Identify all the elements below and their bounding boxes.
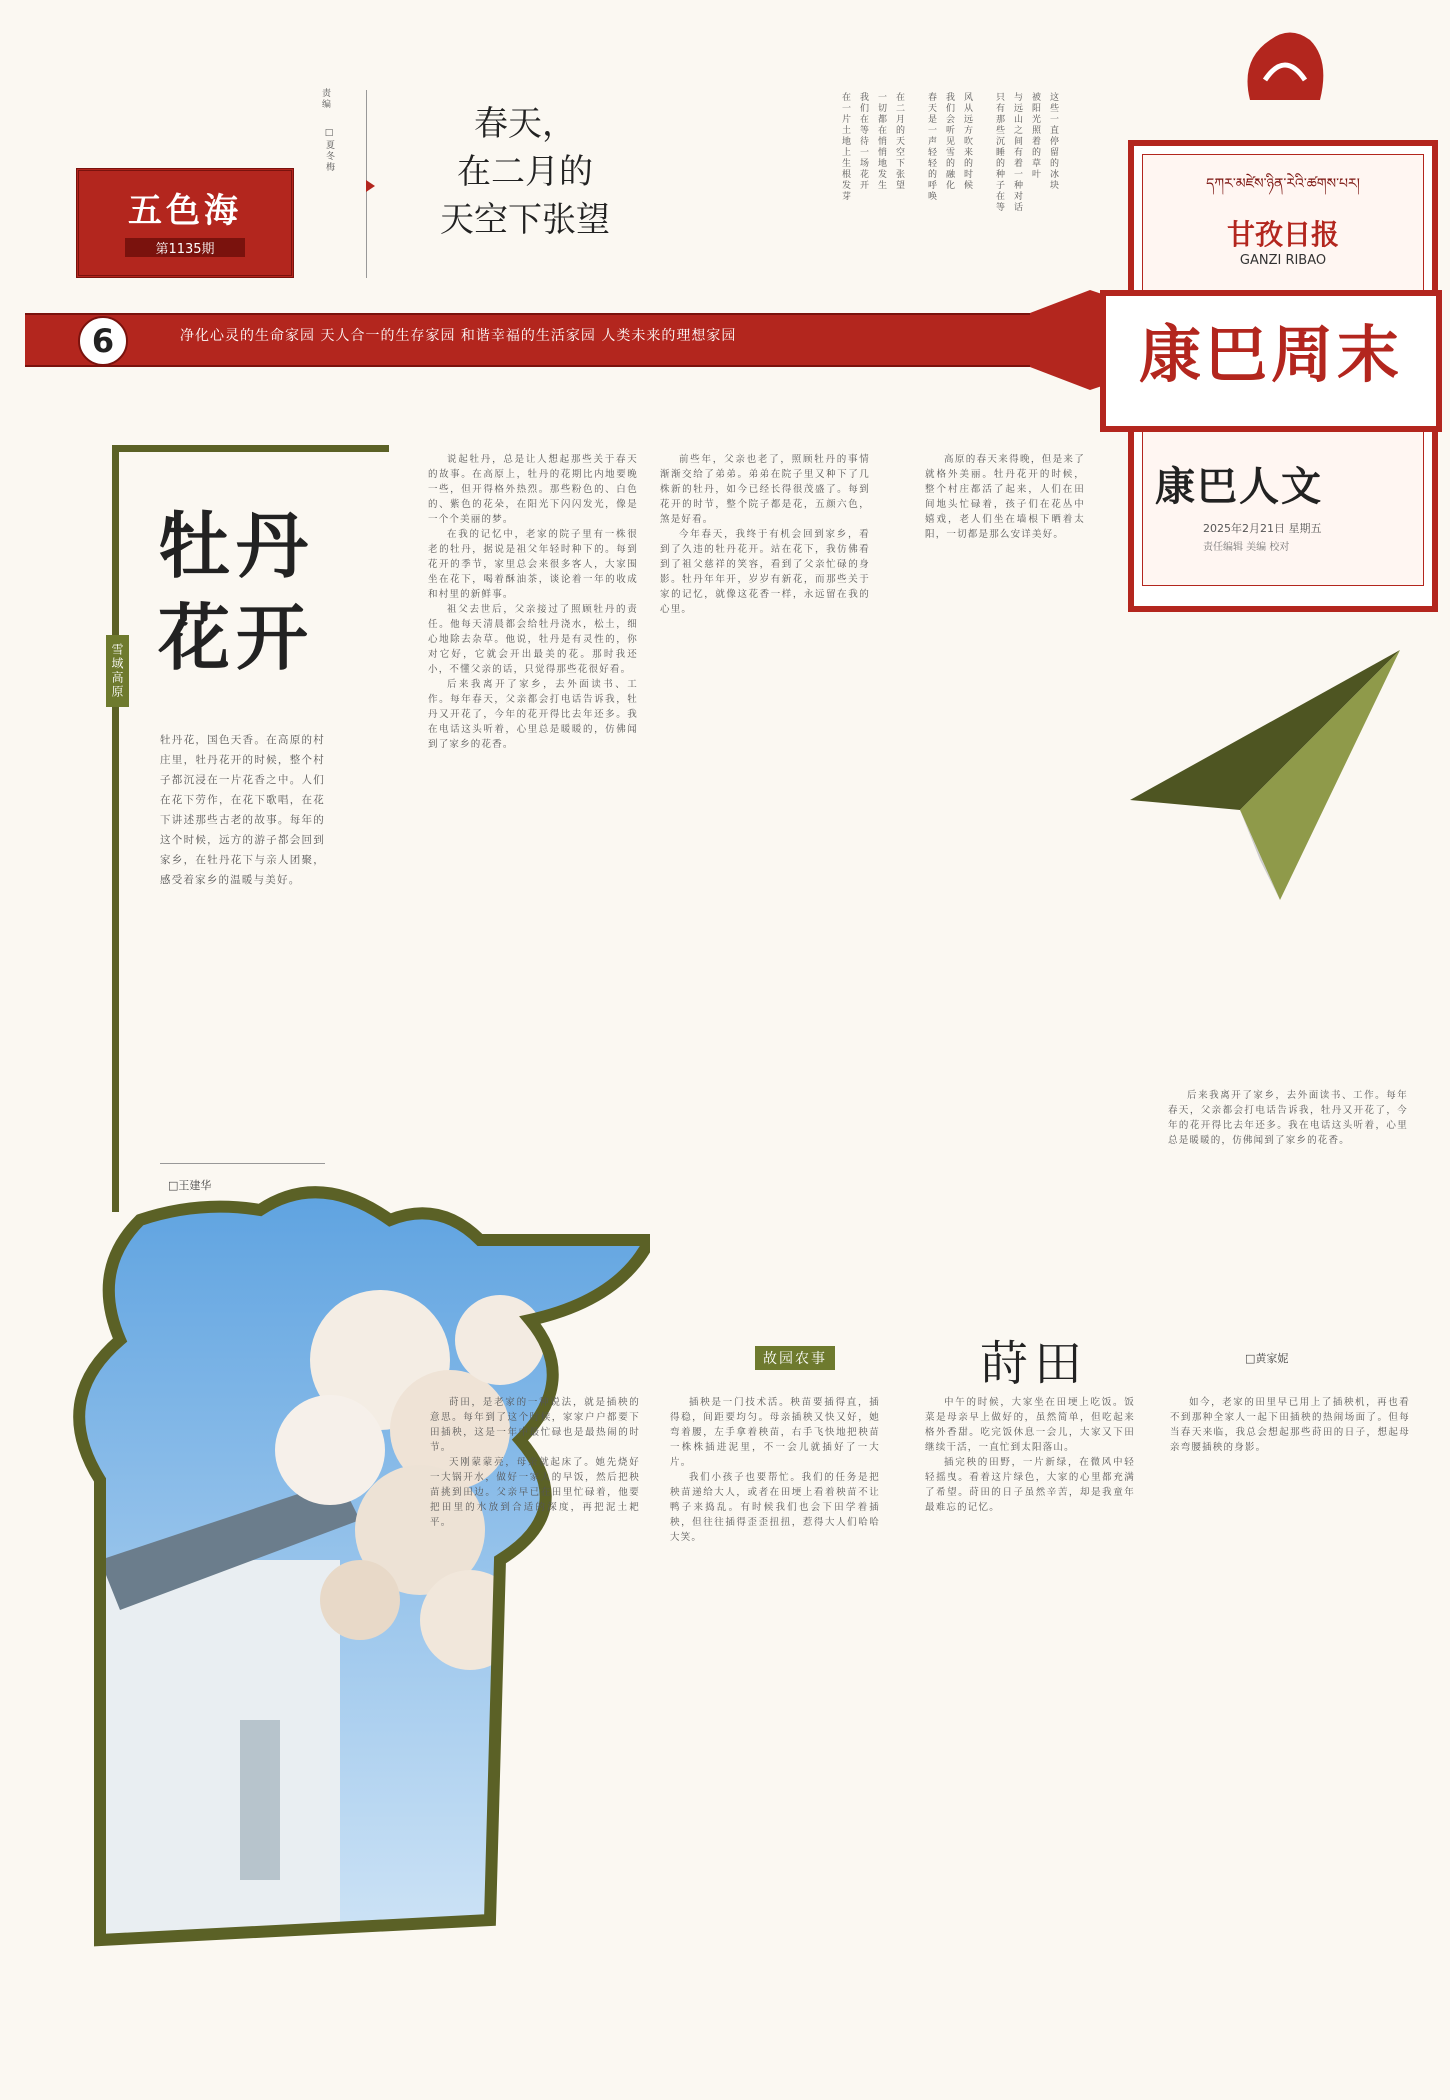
poem-body (660, 92, 1060, 292)
masthead-ornament-icon (1230, 20, 1340, 110)
article1-column-3 (925, 452, 1085, 1152)
poem-title (400, 100, 650, 244)
poem-title-line-2: 在二月的 (457, 152, 593, 192)
article2-paragraph: 如今，老家的田里早已用上了插秧机，再也看不到那种全家人一起下田插秧的热闹场面了。但每当春天来临，我总会想起那些莳田的日子，想起母亲弯腰插秧的身影。 (1170, 1397, 1410, 1453)
poem-line: 我们会听见雪的融化 (944, 92, 954, 191)
poem-line: 这些一直停留的冰块 (1048, 92, 1058, 191)
article1-paragraph: 后来我离开了家乡，去外面读书、工作。每年春天，父亲都会打电话告诉我，牡丹又开花了，今年的花开得比去年还多。我在电话这头听着，心里总是暖暖的，仿佛闻到了家乡的花香。 (428, 679, 638, 750)
poem-line: 被阳光照着的草叶 (1030, 92, 1040, 180)
article1-paragraph: 前些年，父亲也老了，照顾牡丹的事情渐渐交给了弟弟。弟弟在院子里又种下了几株新的牡丹，如今已经长得很茂盛了。每到花开的时节，整个院子都是花，五颜六色，煞是好看。 (660, 454, 870, 525)
article2-paragraph: 中午的时候，大家坐在田埂上吃饭。饭菜是母亲早上做好的，虽然简单，但吃起来格外香甜。吃完饭休息一会儿，大家又下田继续干活，一直忙到太阳落山。 (925, 1397, 1135, 1453)
poem-line: 我们在等待一场花开 (858, 92, 868, 191)
article1-paragraph: 今年春天，我终于有机会回到家乡，看到了久违的牡丹花开。站在花下，我仿佛看到了祖父慈祥的笑容，看到了父亲忙碌的身影。牡丹年年开，岁岁有新花，而那些关于家的记忆，就像这花香一样，永远留在我的心里。 (660, 529, 870, 615)
article2-paragraph: 插秧是一门技术活。秧苗要插得直，插得稳，间距要均匀。母亲插秧又快又好，她弯着腰，左手拿着秧苗，右手飞快地把秧苗一株株插进泥里，不一会儿就插好了一大片。 (670, 1397, 880, 1468)
article1-paragraph: 说起牡丹，总是让人想起那些关于春天的故事。在高原上，牡丹的花期比内地要晚一些，但开得格外热烈。那些粉色的、白色的、紫色的花朵，在阳光下闪闪发光，像是一个个美丽的梦。 (428, 454, 638, 525)
poem-line: 春天是一声轻轻的呼唤 (926, 92, 936, 202)
poem-title-line-3: 天空下张望 (440, 200, 610, 240)
article1-title: 牡丹花开 (158, 503, 315, 680)
brand-tibetan: དཀར་མཛེས་ཉིན་རེའི་ཚགས་པར། (1206, 176, 1360, 192)
paper-plane-icon (1110, 640, 1410, 910)
divider-arrow-icon (366, 180, 375, 192)
article1-author: □王建华 (168, 1179, 212, 1192)
publish-date: 2025年2月21日 星期五 (1203, 522, 1322, 535)
column-title: 五色海 (128, 191, 242, 231)
article2-paragraph: 莳田，是老家的一种说法，就是插秧的意思。每年到了这个时候，家家户户都要下田插秧，这是一年中最忙碌也是最热闹的时节。 (430, 1397, 640, 1453)
article2-title: 莳田 (980, 1336, 1089, 1392)
article2-paragraph: 天刚蒙蒙亮，母亲就起床了。她先烧好一大锅开水，做好一家人的早饭，然后把秧苗挑到田边。父亲早已在田里忙碌着，他要把田里的水放到合适的深度，再把泥土耙平。 (430, 1457, 640, 1528)
poem-title-line-1: 春天， (474, 104, 576, 144)
page-number: 6 (78, 316, 128, 366)
poem-line: 风从远方吹来的时候 (962, 92, 972, 191)
article2-column-2 (670, 1395, 880, 2065)
section-name: 康巴人文 (1155, 463, 1323, 510)
poem-line: 与远山之间有着一种对话 (1012, 92, 1022, 213)
article2-author: □黄家妮 (1245, 1352, 1289, 1365)
article1-column-1 (428, 452, 638, 1192)
column-logo (76, 168, 294, 278)
article1-paragraph: 高原的春天来得晚，但是来了就格外美丽。牡丹花开的时候，整个村庄都活了起来，人们在田间地头忙碌着，孩子们在花丛中嬉戏，老人们坐在墙根下晒着太阳，一切都是那么安详美好。 (925, 454, 1085, 540)
weekend-logo (1100, 290, 1442, 432)
article2-column-4 (1170, 1395, 1410, 2065)
article2-column-1 (430, 1395, 640, 2065)
article2-tag: 故园农事 (755, 1346, 835, 1370)
article1-column-4 (1168, 1088, 1408, 1318)
poem-line: 在一片土地上生根发芽 (840, 92, 850, 202)
issue-number: 第1135期 (125, 238, 245, 257)
poem-line: 在二月的天空下张望 (894, 92, 904, 191)
poem-line: 只有那些沉睡的种子在等 (994, 92, 1004, 213)
article1-column-2 (660, 452, 870, 1182)
article1-paragraph: 祖父去世后，父亲接过了照顾牡丹的责任。他每天清晨都会给牡丹浇水，松土，细心地除去杂草。他说，牡丹是有灵性的，你对它好，它就会开出最美的花。那时我还小，不懂父亲的话，只觉得那些花很好看。 (428, 604, 638, 675)
article1-divider (160, 1163, 325, 1164)
article2-paragraph: 我们小孩子也要帮忙。我们的任务是把秧苗递给大人，或者在田埂上看着秧苗不让鸭子来捣乱。有时候我们也会下田学着插秧，但往往插得歪歪扭扭，惹得大人们哈哈大笑。 (670, 1472, 880, 1543)
article2-paragraph: 插完秧的田野，一片新绿，在微风中轻轻摇曳。看着这片绿色，大家的心里都充满了希望。莳田的日子虽然辛苦，却是我童年最难忘的记忆。 (925, 1457, 1135, 1513)
article1-paragraph: 后来我离开了家乡，去外面读书、工作。每年春天，父亲都会打电话告诉我，牡丹又开花了，今年的花开得比去年还多。我在电话这头听着，心里总是暖暖的，仿佛闻到了家乡的花香。 (1168, 1090, 1408, 1146)
editor-credits: 责任编辑 美编 校对 (1203, 542, 1290, 553)
editor-name: □夏冬梅 (324, 128, 334, 173)
weekend-title: 康巴周末 (1138, 318, 1403, 391)
editor-label: 责编 (320, 88, 330, 110)
article1-tag: 雪域高原 (106, 635, 129, 707)
poem-line: 一切都在悄悄地发生 (876, 92, 886, 191)
brand-name: 甘孜日报 (1226, 218, 1339, 251)
banner-slogan: 净化心灵的生命家园 天人合一的生存家园 和谐幸福的生活家园 人类未来的理想家园 (180, 328, 737, 344)
article2-column-3 (925, 1395, 1135, 2065)
brand-pinyin: GANZI RIBAO (1239, 253, 1327, 268)
article1-lead: 牡丹花，国色天香。在高原的村庄里，牡丹花开的时候，整个村子都沉浸在一片花香之中。人们在花下劳作，在花下歌唱，在花下讲述那些古老的故事。每年的这个时候，远方的游子都会回到家乡，在牡丹花下与亲人团聚，感受着家乡的温暖与美好。 (160, 734, 325, 886)
article1-paragraph: 在我的记忆中，老家的院子里有一株很老的牡丹，据说是祖父年轻时种下的。每到花开的季节，家里总会来很多客人，大家围坐在花下，喝着酥油茶，谈论着一年的收成和村里的新鲜事。 (428, 529, 638, 600)
